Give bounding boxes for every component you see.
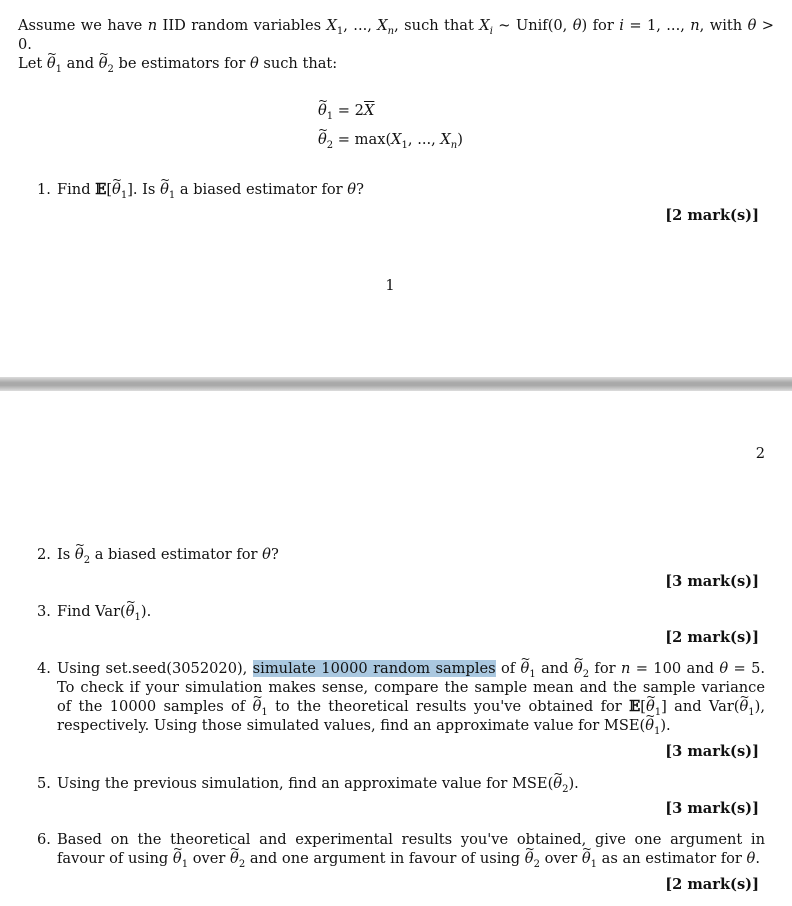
question-4-marks: [3 mark(s)] [665, 743, 759, 760]
intro-paragraph [18, 16, 774, 73]
intro-line-2: Let ~ $\theta_1$ and ~ $\theta_2$ be estimators for θ such that: [18, 54, 774, 73]
question-6: 6. Based on the theoretical and experimental results you've obtained, give one argument in favour of using ~ $\theta_1$ over ~ $\theta_2$ and one argument in favour of using ~ $\theta_2$ over ~ $\theta_1$ as an estimator for θ. [37, 830, 765, 868]
highlighted-text[interactable]: simulate 10000 random samples [252, 660, 496, 677]
question-2-marks: [3 mark(s)] [665, 573, 759, 590]
question-4: 4. Using set.seed(3052020), simulate 10000 random samples of ~ $\theta_1$ and ~ $\theta_2$ for n = 100 and θ = 5. To check if your simulation makes sense, compare the sample mean and the sample variance of the 10000 samples of ~ $\theta_1$ to the theoretical results you've obtained for 𝔼[~ $\theta_1$] and Var(~ $\theta_1$), respectively. Using those simulated values, find an approximate value for MSE(~ $\theta_1$). [37, 659, 765, 735]
question-6-text: Based on the theoretical and experimental results you've obtained, give one argument in favour of using ~ $\theta_1$ over ~ $\theta_2$ and one argument in favour of using ~ $\theta_2$ over ~ $\theta_1$ as an estimator for θ. [57, 830, 765, 868]
question-2-text: Is ~ $\theta_2$ a biased estimator for θ? [57, 545, 765, 564]
question-2: 2. Is ~ $\theta_2$ a biased estimator for θ? [37, 545, 765, 564]
question-1: 1. Find 𝔼[~ $\theta_1$]. Is ~ $\theta_1$ a biased estimator for θ? [37, 180, 765, 199]
page-number-1: 1 [385, 277, 395, 294]
question-5-text: Using the previous simulation, find an approximate value for MSE(~ $\theta_2$). [57, 774, 765, 793]
page-number-2: 2 [755, 445, 765, 462]
equation-theta2: ~ $\theta_2 = \max(X_1$, ..., $X_n$) [318, 130, 518, 149]
question-5: 5. Using the previous simulation, find an approximate value for MSE(~ $\theta_2$). [37, 774, 765, 793]
question-1-marks: [2 mark(s)] [665, 207, 759, 224]
question-3-marks: [2 mark(s)] [665, 629, 759, 646]
page-separator [0, 377, 792, 391]
document-page-2 [0, 391, 792, 906]
question-6-marks: [2 mark(s)] [665, 876, 759, 893]
intro-line-1: Assume we have n IID random variables $X_1$, ..., $X_n$, such that $X_i$ ~ Unif(0, θ) for i = 1, ..., n, with θ > 0. [18, 17, 774, 53]
equation-theta1: ~ $\theta_1 = 2\overline{X}$ [318, 101, 518, 120]
question-3: 3. Find Var(~ $\theta_1$). [37, 602, 765, 621]
question-5-marks: [3 mark(s)] [665, 800, 759, 817]
question-4-text: Using set.seed(3052020), simulate 10000 random samples of ~ $\theta_1$ and ~ $\theta_2$ for n = 100 and θ = 5. To check if your simulation makes sense, compare the sample mean and the sample variance of the 10000 samples of ~ $\theta_1$ to the theoretical results you've obtained for 𝔼[~ $\theta_1$] and Var(~ $\theta_1$), respectively. Using those simulated values, find an approximate value for MSE(~ $\theta_1$). [57, 659, 765, 735]
question-1-text: Find 𝔼[~ $\theta_1$]. Is ~ $\theta_1$ a biased estimator for θ? [57, 180, 765, 199]
question-3-text: Find Var(~ $\theta_1$). [57, 602, 765, 621]
